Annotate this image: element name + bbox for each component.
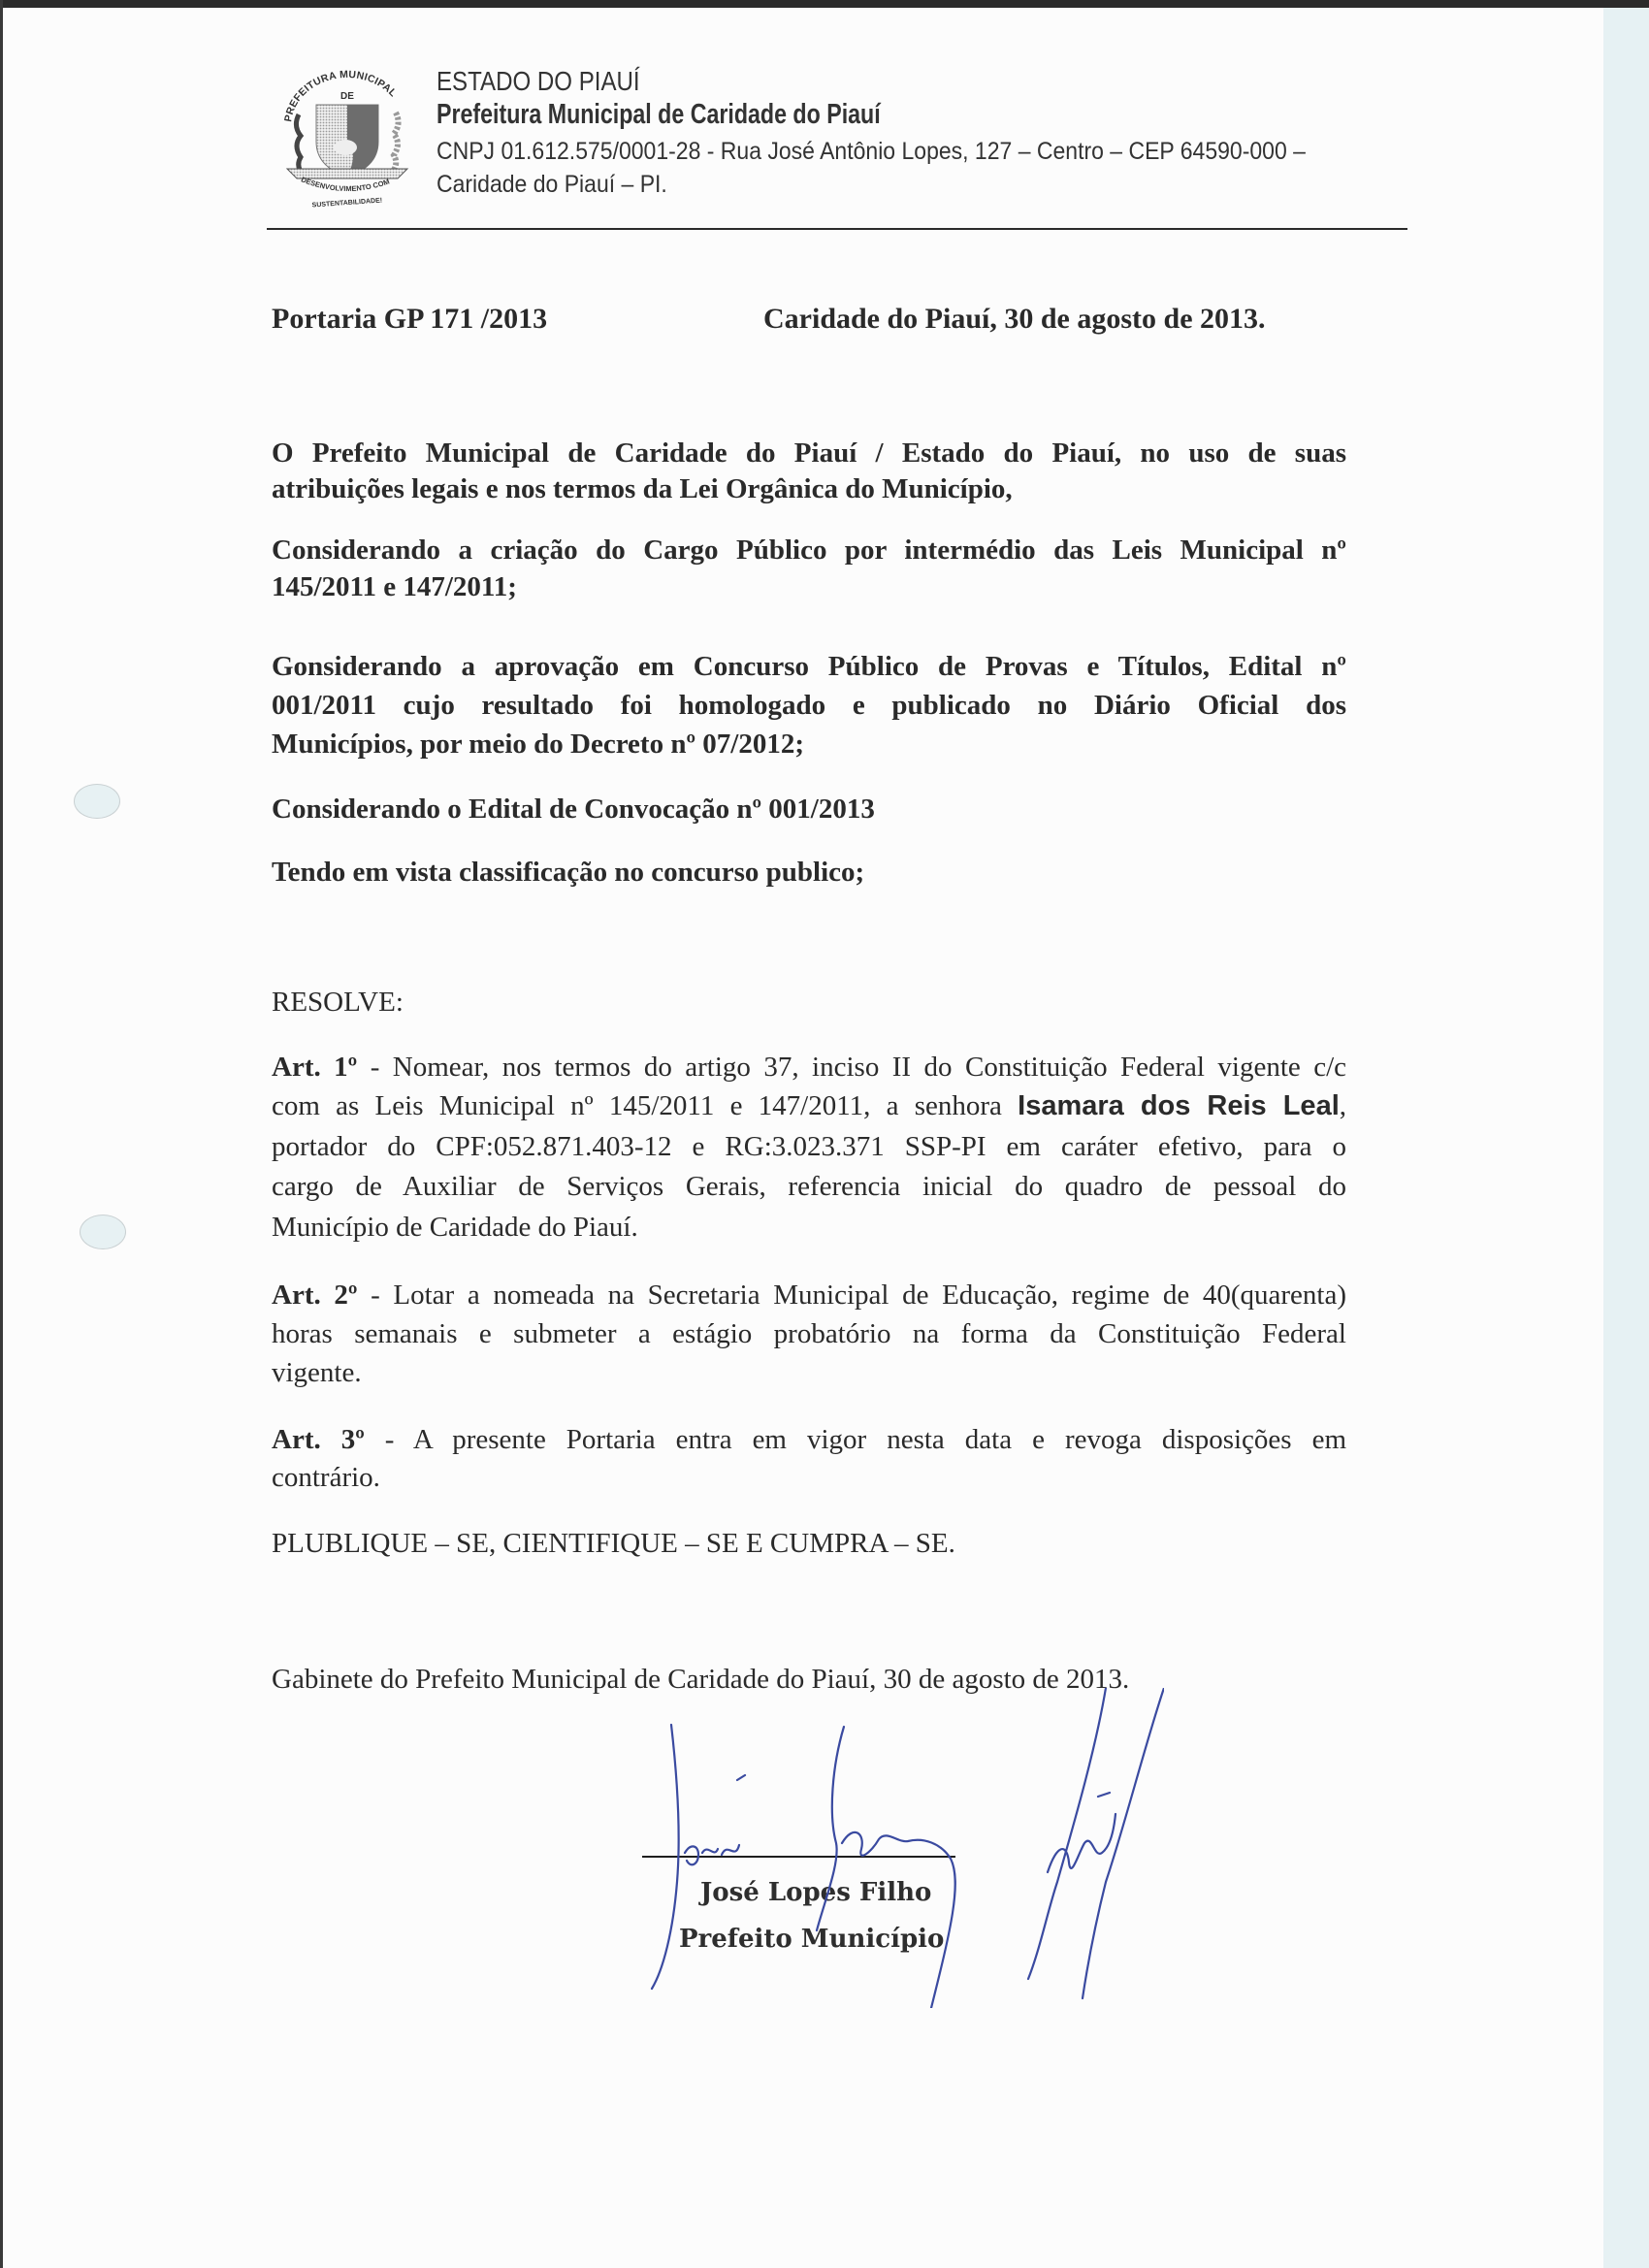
art1-text: - Nomear, nos termos do artigo 37, inciso II do Constituição Federal vigente c/c (370, 1052, 1347, 1083)
considerando-line: Municípios, por meio do Decreto nº 07/2012; (272, 729, 805, 760)
considerando-line: Considerando a criação do Cargo Público por intermédio das Leis Municipal nº (272, 535, 1346, 566)
header-state: ESTADO DO PIAUÍ (436, 66, 640, 96)
closing-formula: PLUBLIQUE – SE, CIENTIFIQUE – SE E CUMPRA – SE. (272, 1528, 955, 1559)
art1-text: , (1339, 1090, 1347, 1121)
art1-line: portador do CPF:052.871.403-12 e RG:3.023.371 SSP-PI em caráter efetivo, para o (272, 1131, 1346, 1162)
art3-line (272, 1423, 1346, 1456)
portaria-number: Portaria GP 171 /2013 (272, 303, 548, 335)
signatory-role: Prefeito Município (679, 1925, 945, 1954)
art1-line (272, 1051, 1346, 1084)
municipal-coat-of-arms-icon (270, 66, 425, 211)
art1-label: Art. 1º (272, 1052, 358, 1083)
art2-line (272, 1279, 1346, 1312)
signatory-name: José Lopes Filho (700, 1878, 932, 1907)
scan-top-edge (0, 0, 1649, 8)
svg-text:SUSTENTABILIDADE!: SUSTENTABILIDADE! (311, 197, 383, 210)
considerando-line: Gonsiderando a aprovação em Concurso Público de Provas e Títulos, Edital nº (272, 651, 1346, 682)
svg-text:DESENVOLVIMENTO COM: DESENVOLVIMENTO COM (300, 175, 391, 194)
header-address: CNPJ 01.612.575/0001-28 - Rua José Antônio Lopes, 127 – Centro – CEP 64590-000 – (436, 138, 1306, 165)
preamble-line: O Prefeito Municipal de Caridade do Piauí / Estado do Piauí, no uso de suas (272, 437, 1346, 469)
art2-line: horas semanais e submeter a estágio probatório na forma da Constituição Federal (272, 1318, 1346, 1349)
header-city: Caridade do Piauí – PI. (436, 171, 667, 198)
scan-left-edge (0, 0, 3, 2268)
art1-line: cargo de Auxiliar de Serviços Gerais, referencia inicial do quadro de pessoal do (272, 1171, 1346, 1202)
art3-label: Art. 3º (272, 1424, 365, 1455)
resolve-heading: RESOLVE: (272, 987, 404, 1018)
art3-text: - A presente Portaria entra em vigor nesta data e revoga disposições em (384, 1424, 1347, 1455)
preamble-line: atribuições legais e nos termos da Lei Orgânica do Município, (272, 473, 1013, 504)
art1-text: com as Leis Municipal nº 145/2011 e 147/2011, a senhora (272, 1090, 1002, 1121)
svg-text:PREFEITURA MUNICIPAL: PREFEITURA MUNICIPAL (282, 68, 400, 123)
considerando-line: 145/2011 e 147/2011; (272, 571, 517, 602)
svg-text:DE: DE (340, 91, 354, 102)
scan-right-margin (1603, 8, 1649, 2268)
art1-line: Município de Caridade do Piauí. (272, 1212, 638, 1243)
art2-label: Art. 2º (272, 1280, 358, 1311)
art2-text: - Lotar a nomeada na Secretaria Municipal de Educação, regime de 40(quarenta) (371, 1280, 1347, 1311)
art2-line: vigente. (272, 1357, 362, 1388)
header-prefecture: Prefeitura Municipal de Caridade do Piauí (436, 99, 881, 130)
handwritten-signature-icon (621, 1688, 1164, 2008)
header-divider (267, 228, 1407, 230)
tendo-line: Tendo em vista classificação no concurso publico; (272, 857, 865, 888)
considerando-line: Considerando o Edital de Convocação nº 001/2013 (272, 794, 875, 825)
gabinete-line: Gabinete do Prefeito Municipal de Caridade do Piauí, 30 de agosto de 2013. (272, 1664, 1130, 1695)
portaria-date: Caridade do Piauí, 30 de agosto de 2013. (763, 303, 1266, 335)
art3-line: contrário. (272, 1462, 380, 1493)
punch-hole (80, 1215, 126, 1249)
nominee-name: Isamara dos Reis Leal (1018, 1090, 1340, 1121)
considerando-line: 001/2011 cujo resultado foi homologado e publicado no Diário Oficial dos (272, 690, 1346, 721)
punch-hole (74, 784, 120, 819)
art1-line (272, 1089, 1346, 1122)
